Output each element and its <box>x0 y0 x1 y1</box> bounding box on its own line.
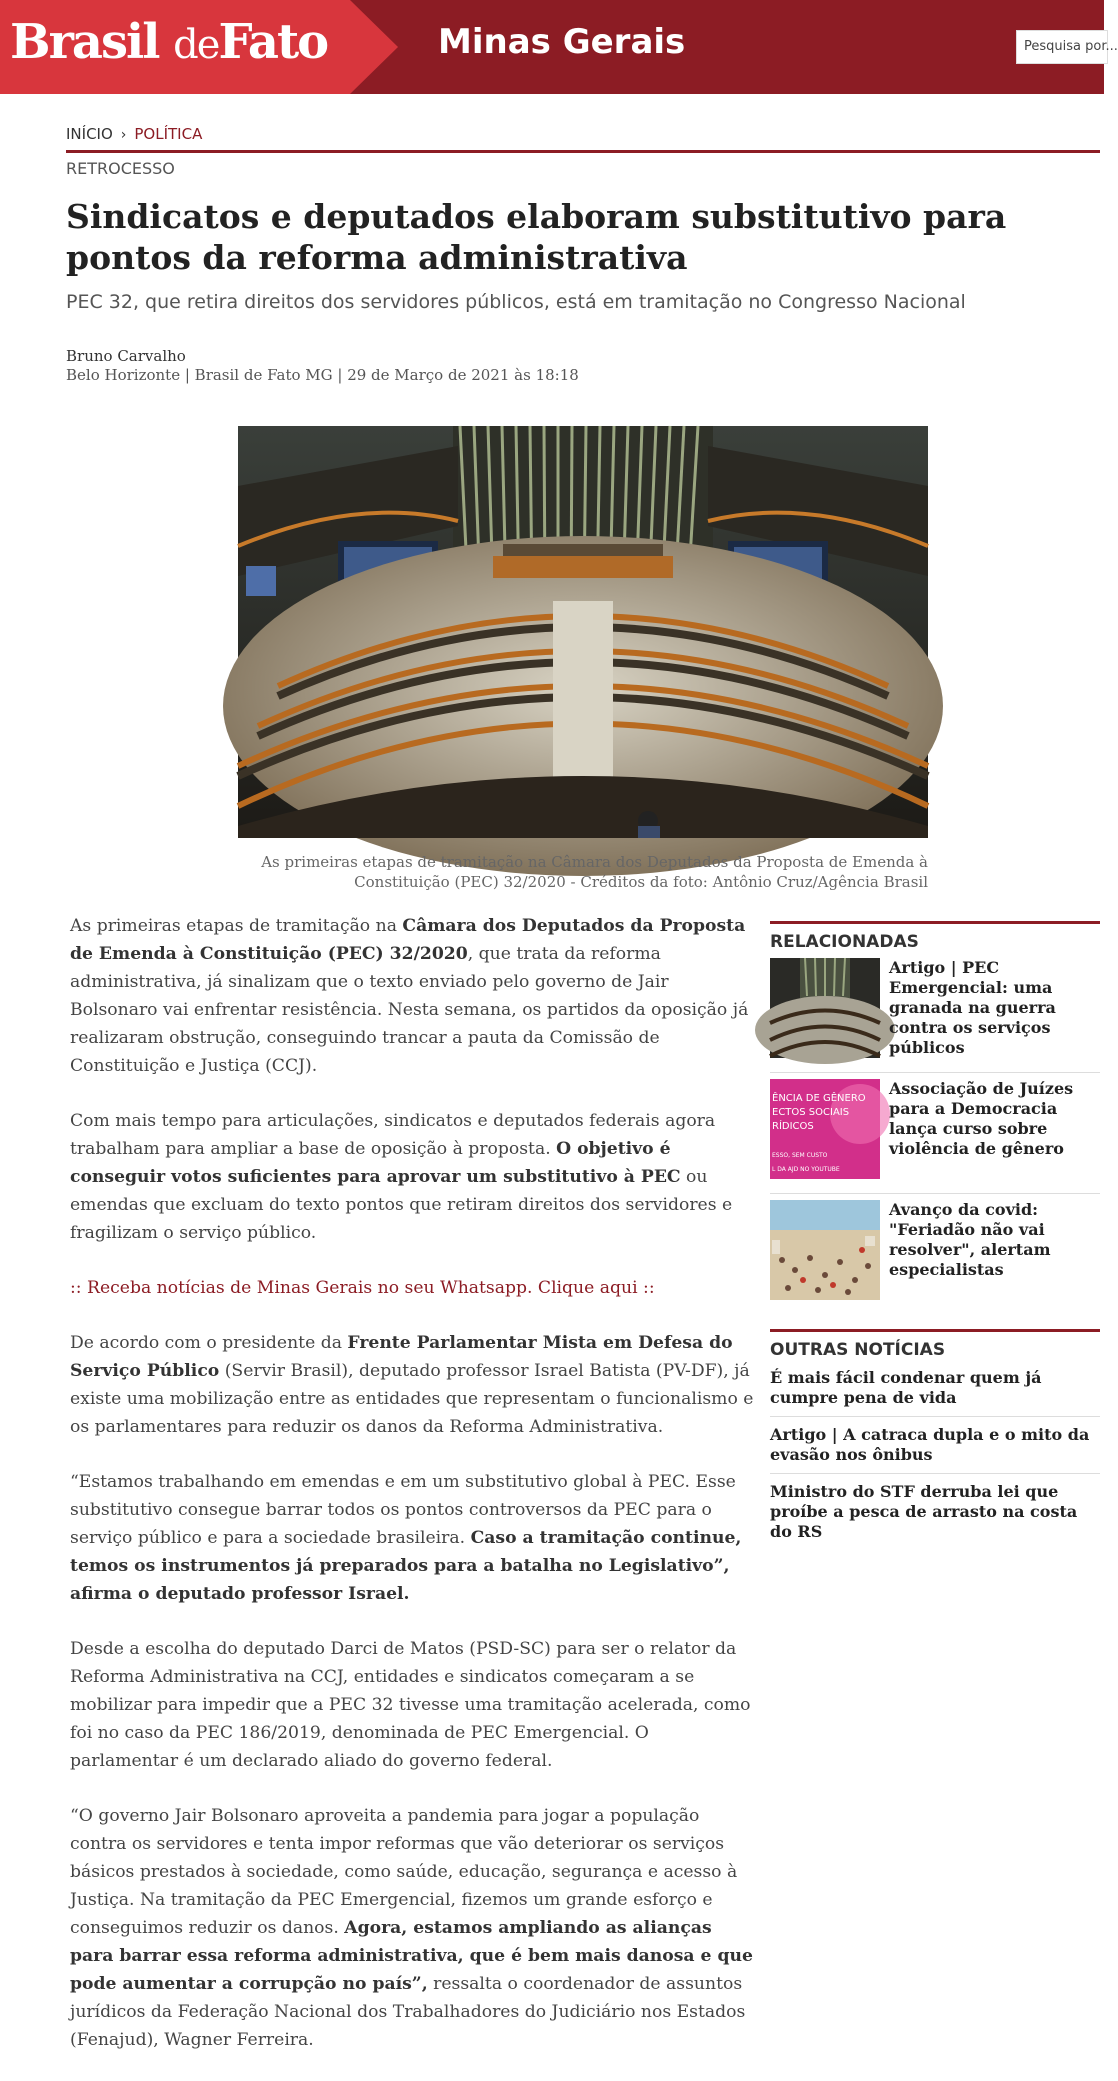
text: De acordo com o presidente da <box>70 1333 348 1353</box>
related-title[interactable]: Associação de Juízes para a Democracia lança curso sobre violência de gênero <box>889 1079 1074 1158</box>
related-title[interactable]: Avanço da covid: "Feriadão não vai resolver", alertam especialistas <box>889 1200 1051 1279</box>
text-bold: Câmara dos Deputados da Proposta de Emenda à Constituição (PEC) 32/2020 <box>70 916 746 964</box>
text: “O governo Jair Bolsonaro aproveita a pandemia para jogar a população contra os servidores e tenta impor reformas que vão deteriorar os serviços básicos prestados à sociedade, como saúde, educação, segurança e acesso à Justiça. Na tramitação da PEC Emergencial, fizemos um grande esforço e conseguimos reduzir os danos. <box>70 1806 738 1938</box>
site-logo[interactable] <box>10 14 327 70</box>
paragraph <box>70 1468 755 1608</box>
logo-word-de: de <box>173 22 219 68</box>
related-title[interactable]: Artigo | PEC Emergencial: uma granada na guerra contra os serviços públicos <box>889 958 1056 1057</box>
thumb-text: RÍDICOS <box>772 1121 814 1132</box>
text-bold: O objetivo é conseguir votos suficientes para aprovar um substitutivo à PEC <box>70 1139 681 1187</box>
other-news-item[interactable]: Artigo | A catraca dupla e o mito da evasão nos ônibus <box>770 1417 1100 1474</box>
article-author[interactable]: Bruno Carvalho <box>66 347 186 365</box>
related-item[interactable] <box>770 1194 1100 1315</box>
paragraph <box>70 1635 755 1775</box>
logo-word-brasil: Brasil <box>10 14 159 70</box>
text-bold: Caso a tramitação continue, temos os instrumentos já preparados para a batalha no Legislativo”, afirma o deputado professor Israel. <box>70 1528 742 1604</box>
chevron-right-icon: › <box>120 127 127 143</box>
text: Desde a escolha do deputado Darci de Matos (PSD-SC) para ser o relator da Reforma Administrativa na CCJ, entidades e sindicatos começaram a se mobilizar para impedir que a PEC 32 tivesse uma tramitação acelerada, como foi no caso da PEC 186/2019, denominada de PEC Emergencial. O parlamentar é um declarado aliado do governo federal. <box>70 1639 751 1771</box>
paragraph <box>70 1329 755 1441</box>
related-thumbnail[interactable] <box>770 958 880 1058</box>
thumb-text: ÊNCIA DE GÊNERO <box>772 1093 866 1104</box>
text: (Servir Brasil), deputado professor Israel Batista (PV-DF), já existe uma mobilização entre as entidades que representam o funcionalismo e os parlamentares para reduzir os danos da Reforma Administrativa. <box>70 1361 754 1437</box>
related-thumbnail[interactable] <box>770 1200 880 1300</box>
article-body <box>70 912 755 2081</box>
related-item[interactable] <box>770 1073 1100 1194</box>
paragraph <box>70 1107 755 1247</box>
article-subtitle: PEC 32, que retira direitos dos servidores públicos, está em tramitação no Congresso Nacional <box>66 291 966 313</box>
thumb-text: L DA AJD NO YOUTUBE <box>772 1166 840 1173</box>
text: “Estamos trabalhando em emendas e em um substitutivo global à PEC. Esse substitutivo consegue barrar todos os pontos controversos da PEC para o serviço público e para a sociedade brasileira. <box>70 1472 736 1548</box>
sidebar <box>770 921 1100 1550</box>
breadcrumb-category-link[interactable]: POLÍTICA <box>134 125 203 143</box>
text-bold: Agora, estamos ampliando as alianças para barrar essa reforma administrativa, que é bem mais danosa e que pode aumentar a corrupção no país”, <box>70 1918 753 1994</box>
related-heading: RELACIONADAS <box>770 932 919 952</box>
header-divider <box>66 150 1100 153</box>
search-input[interactable]: Pesquisa por... <box>1016 30 1108 64</box>
other-news-item[interactable]: Ministro do STF derruba lei que proíbe a pesca de arrasto na costa do RS <box>770 1482 1078 1541</box>
sidebar-divider <box>770 921 1100 924</box>
article-title: Sindicatos e deputados elaboram substitutivo para pontos da reforma administrativa <box>66 197 1007 277</box>
logo-word-fato: Fato <box>218 14 328 70</box>
paragraph <box>70 1802 755 2054</box>
breadcrumb-home-link[interactable]: INÍCIO <box>66 125 113 143</box>
related-thumbnail[interactable] <box>770 1079 880 1179</box>
text: , que trata da reforma administrativa, já sinalizam que o texto enviado pelo governo de Jair Bolsonaro vai enfrentar resistência. Nesta semana, os partidos da oposição já realizaram obstrução, conseguindo trancar a pauta da Comissão de Constituição e Justiça (CCJ). <box>70 944 749 1076</box>
other-news-heading: OUTRAS NOTÍCIAS <box>770 1340 946 1360</box>
sidebar-divider <box>770 1329 1100 1332</box>
text: As primeiras etapas de tramitação na <box>70 916 403 936</box>
related-item[interactable] <box>770 952 1100 1073</box>
article-photo <box>238 426 928 838</box>
text: Com mais tempo para articulações, sindicatos e deputados federais agora trabalham para ampliar a base de oposição à proposta. <box>70 1111 716 1159</box>
article-byline: Belo Horizonte | Brasil de Fato MG | 29 de Março de 2021 às 18:18 <box>66 366 579 384</box>
text: ressalta o coordenador de assuntos jurídicos da Federação Nacional dos Trabalhadores do Judiciário nos Estados (Fenajud), Wagner Ferreira. <box>70 1974 746 2050</box>
thumb-text: ESSO, SEM CUSTO <box>772 1152 828 1159</box>
other-news-item[interactable]: É mais fácil condenar quem já cumpre pena de vida <box>770 1360 1100 1417</box>
whatsapp-link[interactable]: :: Receba notícias de Minas Gerais no seu Whatsapp. Clique aqui :: <box>70 1278 655 1298</box>
breadcrumb <box>66 125 202 143</box>
site-header <box>0 0 1118 94</box>
section-title[interactable]: Minas Gerais <box>438 22 686 62</box>
photo-caption: As primeiras etapas de tramitação na Câmara dos Deputados da Proposta de Emenda à Constituição (PEC) 32/2020 - Créditos da foto: Antônio Cruz/Agência Brasil <box>261 853 928 891</box>
article-kicker: RETROCESSO <box>66 159 175 178</box>
thumb-text: ECTOS SOCIAIS <box>772 1107 850 1118</box>
paragraph <box>70 912 755 1080</box>
text: ou emendas que excluam do texto pontos que retiram direitos dos servidores e fragilizam o serviço público. <box>70 1167 733 1243</box>
text-bold: Frente Parlamentar Mista em Defesa do Serviço Público <box>70 1333 733 1381</box>
